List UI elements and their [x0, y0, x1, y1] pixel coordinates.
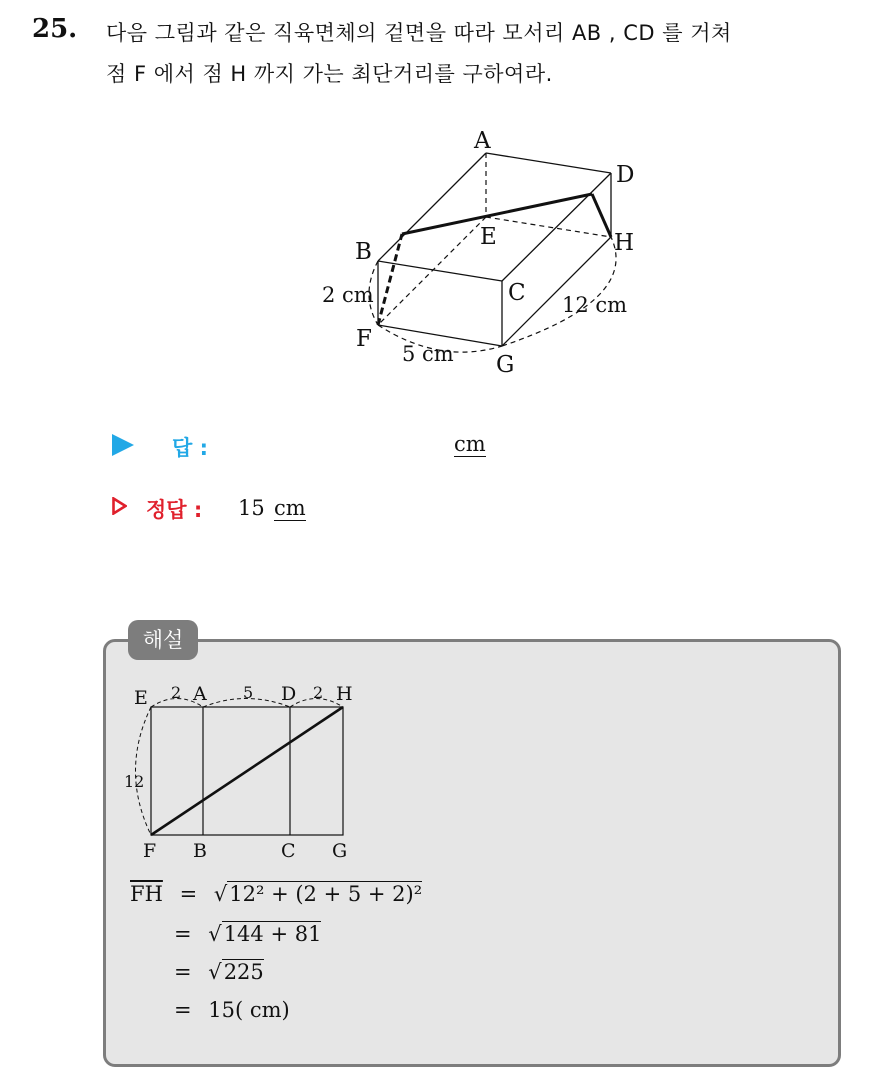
- eq3-equals: =: [174, 960, 192, 984]
- sqrt-icon: √: [208, 922, 222, 946]
- dim-height: 2 cm: [322, 283, 374, 307]
- net-seg2: 5: [243, 683, 254, 702]
- label-C: C: [508, 280, 526, 306]
- net-side: 12: [124, 772, 145, 791]
- dim-width: 5 cm: [402, 342, 454, 366]
- label-E: E: [480, 224, 497, 250]
- label-F: F: [356, 326, 372, 352]
- net-label-B: B: [193, 840, 207, 862]
- net-label-A: A: [193, 683, 207, 705]
- correct-marker-icon: [112, 497, 127, 515]
- eq3-radicand: 225: [223, 960, 264, 984]
- eq4-value: 15( cm): [208, 998, 290, 1022]
- net-label-F: F: [143, 840, 157, 862]
- net-seg3: 2: [313, 683, 324, 702]
- net-label-G: G: [332, 840, 348, 862]
- sqrt-icon: √: [208, 960, 222, 984]
- label-A: A: [474, 128, 491, 154]
- correct-unit: cm: [274, 496, 306, 520]
- dim-depth: 12 cm: [562, 293, 628, 317]
- question-text-line2: 점 F 에서 점 H 까지 가는 최단거리를 구하여라.: [106, 62, 553, 86]
- net-seg1: 2: [171, 683, 182, 702]
- label-D: D: [616, 162, 635, 188]
- question-number: 25.: [32, 14, 78, 44]
- net-label-C: C: [281, 840, 296, 862]
- eq2-radicand: 144 + 81: [223, 922, 322, 946]
- segment-FH: $\overline{FH}$: [130, 882, 163, 906]
- net-label-D: D: [281, 683, 297, 705]
- label-G: G: [496, 352, 515, 378]
- question-text-line1: 다음 그림과 같은 직육면체의 겉면을 따라 모서리 AB , CD 를 거쳐: [106, 21, 732, 45]
- label-H: H: [614, 230, 635, 256]
- explanation-tab: 해설: [128, 620, 198, 660]
- cuboid-figure: [300, 115, 660, 385]
- answer-unit: cm: [454, 432, 486, 456]
- net-label-E: E: [134, 687, 148, 709]
- label-B: B: [355, 239, 372, 265]
- eq1-equals: =: [179, 882, 198, 906]
- answer-marker-icon: [112, 434, 134, 456]
- correct-value: 15: [238, 496, 265, 520]
- correct-label: 정답 :: [146, 498, 203, 522]
- answer-label: 답 :: [172, 436, 208, 460]
- net-figure: [110, 675, 370, 865]
- sqrt-icon: √: [213, 882, 228, 906]
- eq1-radicand: 12² + (2 + 5 + 2)²: [229, 882, 423, 906]
- eq2-equals: =: [174, 922, 192, 946]
- eq4-equals: =: [174, 998, 192, 1022]
- net-label-H: H: [336, 683, 353, 705]
